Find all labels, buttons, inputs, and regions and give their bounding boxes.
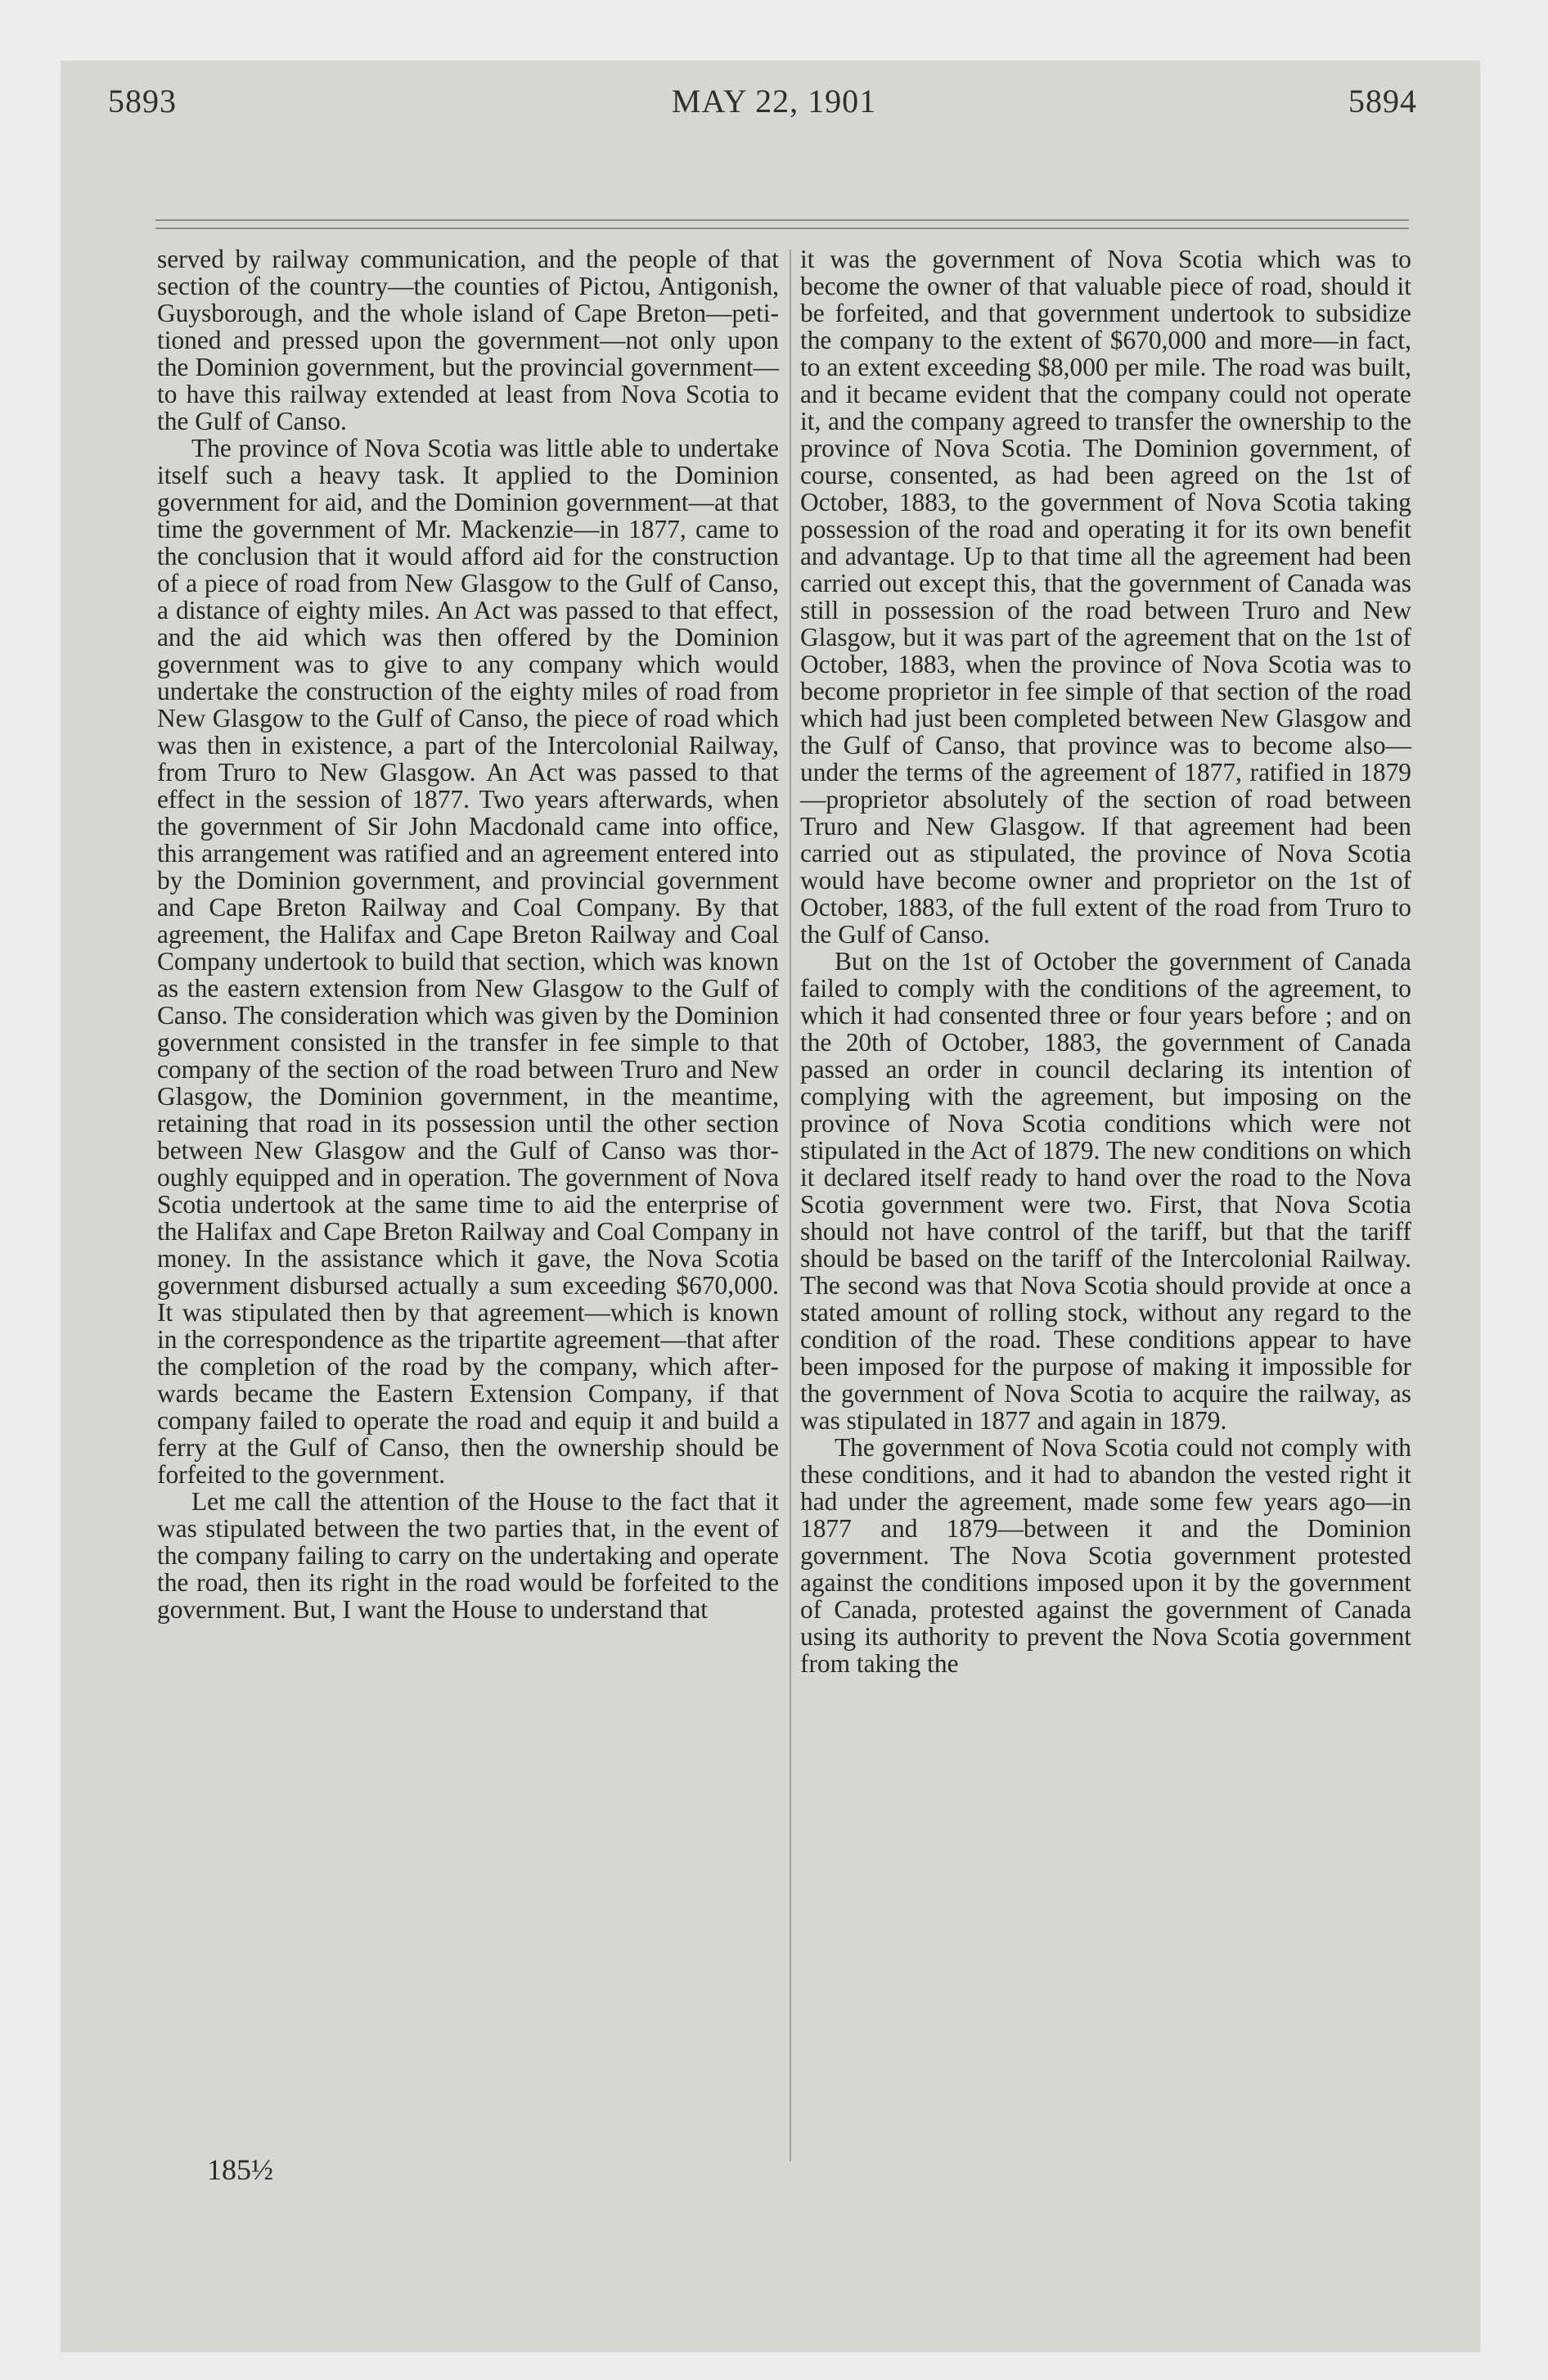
page-date: MAY 22, 1901	[671, 83, 877, 119]
paragraph: it was the government of Nova Scotia which was to become the owner of that valuable piece of road, should it be forfeited, and that government undertook to subsidize the company to the extent of $670,000 and more—in fact, to an extent exceeding $8,000 per mile. The road was built, and it became evident that the company could not operate it, and the company agreed to transfer the ownership to the province of Nova Scotia. The Dominion government, of course, consented, as had been agreed on the 1st of October, 1883, to the government of Nova Scotia taking possession of the road and operating it for its own benefit and advantage. Up to that time all the agreement had been carried out except this, that the government of Canada was still in possession of the road between Truro and New Glasgow, but it was part of the agreement that on the 1st of October, 1883, when the province of Nova Scotia was to become proprietor in fee simple of that section of the road which had just been completed between New Glasgow and the Gulf of Canso, that province was to become also—under the terms of the agreement of 1877, ratified in 1879—proprietor absolutely of the section of road between Truro and New Glasgow. If that agreement had been carried out as stipulated, the province of Nova Scotia would have become owner and proprietor on the 1st of October, 1883, of the full extent of the road from Truro to the Gulf of Canso.	[800, 245, 1411, 949]
signature-mark: 185½	[207, 2153, 273, 2186]
left-page-number: 5893	[108, 83, 177, 119]
paragraph: The province of Nova Scotia was little able to undertake itself such a heavy task. It applied to the Dominion government for aid, and the Dominion government—at that time the government of Mr. Mackenzie—in 1877, came to the conclusion that it would afford aid for the construction of a piece of road from New Glasgow to the Gulf of Canso, a distance of eighty miles. An Act was passed to that effect, and the aid which was then offered by the Dominion government was to give to any company which would undertake the construction of the eighty miles of road from New Glasgow to the Gulf of Canso, the piece of road which was then in existence, a part of the Intercolonial Railway, from Truro to New Glasgow. An Act was passed to that effect in the session of 1877. Two years afterwards, when the government of Sir John Macdonald came into office, this arrangement was ratified and an agreement entered into by the Dominion government, and provincial government and Cape Breton Railway and Coal Company. By that agreement, the Halifax and Cape Breton Railway and Coal Company undertook to build that section, which was known as the eastern extension from New Glasgow to the Gulf of Canso. The consideration which was given by the Dominion government consisted in the transfer in fee simple to that company of the section of the road between Truro and New Glasgow, the Dominion government, in the meantime, retaining that road in its possession until the other section between New Glasgow and the Gulf of Canso was thoroughly equipped and in operation. The government of Nova Scotia undertook at the same time to aid the enterprise of the Halifax and Cape Breton Railway and Coal Company in money. In the assistance which it gave, the Nova Scotia government disbursed actually a sum exceeding $670,000. It was stipulated then by that agreement—which is known in the correspondence as the tripartite agreement—that after the completion of the road by the company, which afterwards became the Eastern Extension Company, if that company failed to operate the road and equip it and build a ferry at the Gulf of Canso, then the ownership should be forfeited to the government.	[157, 434, 779, 1489]
paragraph: served by railway communication, and the people of that section of the country—the counties of Pictou, Antigonish, Guysborough, and the whole island of Cape Breton—petitioned and pressed upon the government—not only upon the Dominion government, but the provincial government—to have this railway extended at least from Nova Scotia to the Gulf of Canso.	[157, 245, 779, 435]
paragraph: Let me call the attention of the House to the fact that it was stipulated between the two parties that, in the event of the company failing to carry on the undertaking and operate the road, then its right in the road would be forfeited to the government. But, I want the House to understand that	[157, 1487, 779, 1624]
right-page-number: 5894	[1348, 83, 1417, 119]
header-rule-top	[155, 219, 1409, 221]
paragraph: The government of Nova Scotia could not comply with these conditions, and it had to abandon the vested right it had under the agreement, made some few years ago—in 1877 and 1879—between it and the Dominion government. The Nova Scotia government protested against the conditions imposed upon it by the government of Canada, protested against the government of Canada using its authority to prevent the Nova Scotia government from taking the	[800, 1433, 1411, 1678]
header-rule-bottom	[155, 228, 1409, 229]
right-column	[800, 246, 1411, 1677]
left-column	[157, 246, 779, 1623]
column-divider	[790, 250, 791, 2161]
paragraph: But on the 1st of October the government of Canada failed to comply with the conditions of the agreement, to which it had consented three or four years before ; and on the 20th of October, 1883, the government of Canada passed an order in council declaring its intention of complying with the agreement, but imposing on the province of Nova Scotia conditions which were not stipulated in the Act of 1879. The new conditions on which it declared itself ready to hand over the road to the Nova Scotia government were two. First, that Nova Scotia should not have control of the tariff, but that the tariff should be based on the tariff of the Intercolonial Railway. The second was that Nova Scotia should provide at once a stated amount of rolling stock, without any regard to the condition of the road. These conditions appear to have been imposed for the purpose of making it impossible for the government of Nova Scotia to acquire the railway, as was stipulated in 1877 and again in 1879.	[800, 947, 1411, 1435]
